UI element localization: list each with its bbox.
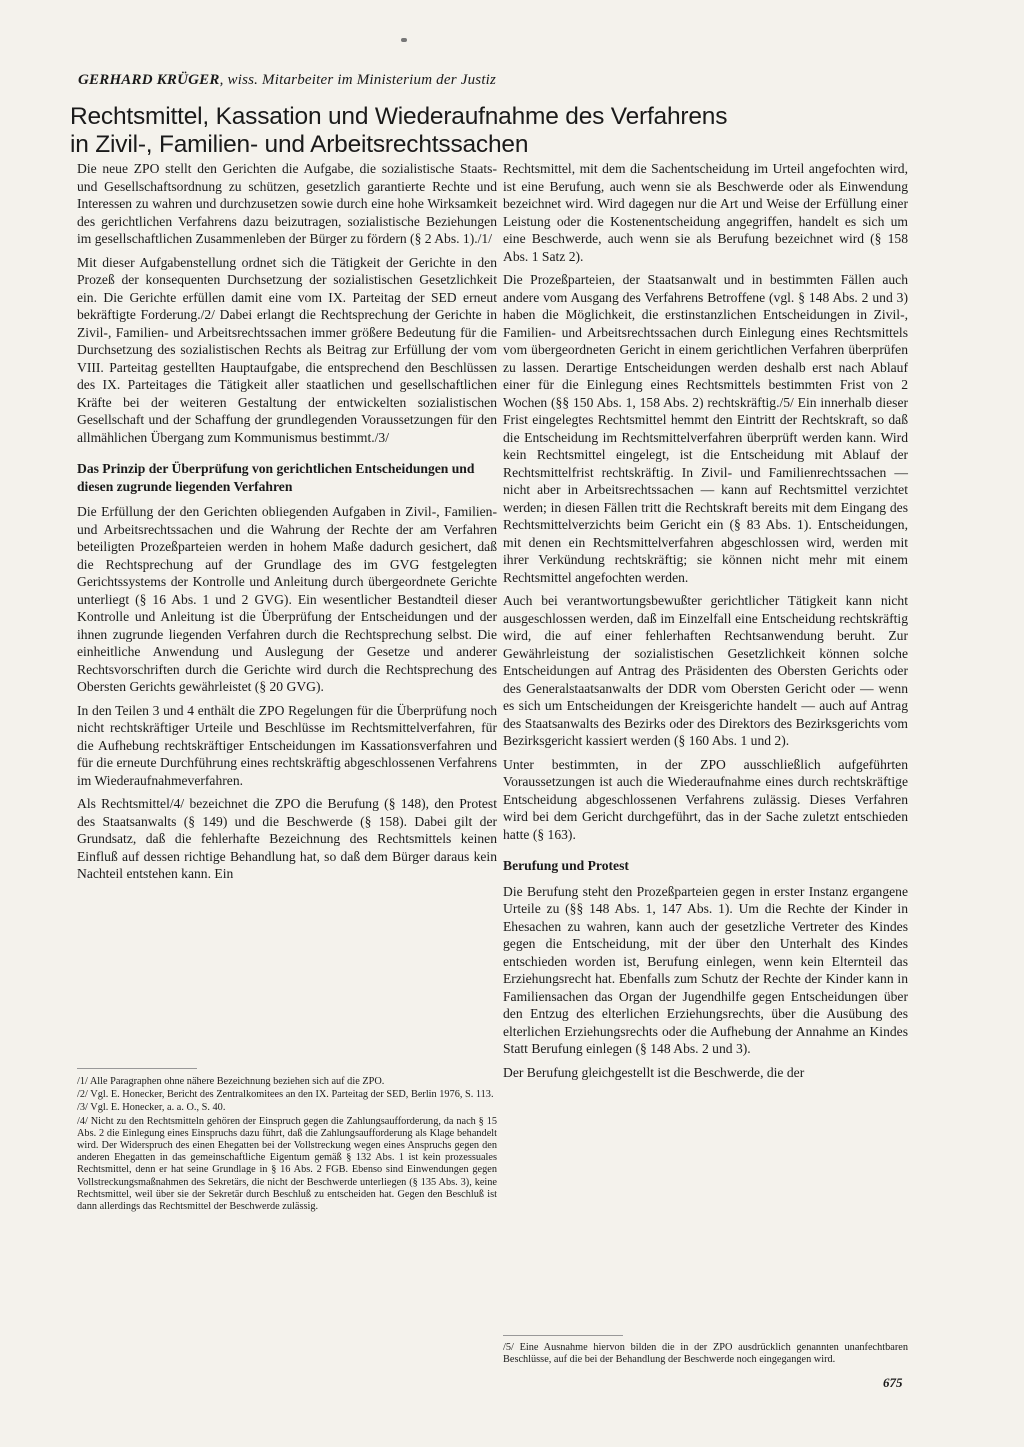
page-number: 675	[883, 1375, 903, 1390]
title-line-1: Rechtsmittel, Kassation und Wiederaufnahme des Verfahrens	[70, 103, 728, 130]
paragraph: Auch bei verantwortungsbewußter gerichtlicher Tätigkeit kann nicht ausgeschlossen werden, daß im Einzelfall eine Entscheidung rechtskräftig wird, die auf einer fehlerhaften Rechtsanwendung beruht. Zur Gewährleistung der sozialistischen Gesetzlichkeit können solche Entscheidungen auf Antrag des Präsidenten des Obersten Gerichts oder des Generalstaatsanwalts der DDR vom Obersten Gericht oder — wenn es sich um Entscheidungen der Kreisgerichte handelt — auch auf Antrag des Staatsanwalts des Bezirks oder des Direktors des Bezirksgerichts vom Bezirksgericht kassiert werden (§ 160 Abs. 1 und 2).	[503, 593, 908, 748]
author-name: GERHARD KRÜGER	[78, 72, 220, 88]
paragraph: Der Berufung gleichgestellt ist die Beschwerde, die der	[503, 1064, 805, 1080]
paragraph: Unter bestimmten, in der ZPO ausschließlich aufgeführten Voraussetzungen ist auch die Wiederaufnahme eines durch rechtskräftige Entscheidung abgeschlossenen Verfahrens zulässig. Dieses Verfahren wird bei dem Gericht durchgeführt, das in der Sache zuletzt entschieden hatte (§ 163).	[503, 756, 908, 842]
paragraph: Die Berufung steht den Prozeßparteien gegen in erster Instanz ergangene Urteile zu (§§ 148 Abs. 1, 147 Abs. 1). Um die Rechte der Kinder in Ehesachen zu wahren, kann auch der gesetzliche Vertreter des Kindes gegen die Entscheidung, mit der über den Unterhalt des Kindes entschieden worden ist, Berufung einlegen, wenn kein Elternteil das Erziehungsrecht hat. Ebenfalls zum Schutz der Rechte der Kinder kann in Familiensachen das Organ der Jugendhilfe gegen Entscheidungen über den Entzug des elterlichen Erziehungsrechts, über die Ausübung des elterlichen Erziehungsrechts oder die Aufhebung der Annahme an Kindes Statt Berufung einlegen (§ 148 Abs. 2 und 3).	[503, 883, 908, 1056]
paragraph: Die neue ZPO stellt den Gerichten die Aufgabe, die sozialistische Staats- und Gesellschaftsordnung zu schützen, gesetzlich garantierte Rechte und Interessen zu wahren und durchzusetzen sowie durch eine hohe Wirksamkeit des gerichtlichen Verfahrens dazu beizutragen, sozialistische Beziehungen im gesellschaftlichen Zusammenleben der Bürger zu fördern (§ 2 Abs. 1)./1/	[77, 161, 497, 246]
paragraph: Rechtsmittel, mit dem die Sachentscheidung im Urteil angefochten wird, ist eine Berufung, auch wenn sie als Beschwerde oder als Einwendung bezeichnet wird. Wird dagegen nur die Art und Weise der Erfüllung einer Leistung oder die Kostenentscheidung angegriffen, handelt es sich um eine Beschwerde, auch wenn sie als Berufung bezeichnet wird (§ 158 Abs. 1 Satz 2).	[503, 161, 908, 264]
author-role: , wiss. Mitarbeiter im Ministerium der Justiz	[219, 72, 497, 88]
footnote: /2/ Vgl. E. Honecker, Bericht des Zentralkomitees an den IX. Parteitag der SED, Berlin 1976, S. 113.	[77, 1089, 494, 1101]
paragraph: In den Teilen 3 und 4 enthält die ZPO Regelungen für die Überprüfung noch nicht rechtskräftiger Urteile und Beschlüsse im Rechtsmittelverfahren, für die Aufhebung rechtskräftiger Entscheidungen im Kassationsverfahren und für die erneute Durchführung eines rechtskräftig abgeschlossenen Verfahrens im Wiederaufnahmeverfahren.	[77, 702, 497, 788]
section-heading: Das Prinzip der Überprüfung von gerichtlichen Entscheidungen und diesen zugrunde liegenden Verfahren	[77, 461, 475, 494]
footnote-divider	[77, 1068, 197, 1069]
paragraph: Als Rechtsmittel/4/ bezeichnet die ZPO die Berufung (§ 148), den Protest des Staatsanwalts (§ 149) und die Beschwerde (§ 158). Dabei gilt der Grundsatz, daß die fehlerhafte Bezeichnung des Rechtsmittels keinen Einfluß auf dessen richtige Behandlung hat, so daß dem Bürger daraus kein Nachteil entstehen kann. Ein	[77, 796, 497, 881]
left-column	[77, 160, 497, 889]
paragraph: Die Erfüllung der den Gerichten obliegenden Aufgaben in Zivil-, Familien- und Arbeitsrechtssachen und die Wahrung der Rechte der am Verfahren beteiligten Prozeßparteien werden in hohem Maße dadurch gesichert, daß die Rechtsprechung auf der Grundlage des im GVG festgelegten Gerichtssystems der Kontrolle und Anleitung durch übergeordnete Gerichte unterliegt (§ 16 Abs. 1 und 2 GVG). Ein wesentlicher Bestandteil dieser Kontrolle und Anleitung ist die Überprüfung der Entscheidungen und der ihnen zugrunde liegenden Verfahren durch die Rechtsprechung selbst. Die einheitliche Anwendung und Auslegung der Gesetze und anderer Rechtsvorschriften durch die Gerichte wird durch die Rechtsprechung des Obersten Gerichts gewährleistet (§ 20 GVG).	[77, 504, 497, 694]
footnote: /4/ Nicht zu den Rechtsmitteln gehören der Einspruch gegen die Zahlungsaufforderung, da nach § 15 Abs. 2 die Einlegung eines Einspruchs dazu führt, daß die Zahlungsaufforderung als Klage behandelt wird. Der Widerspruch des einen Ehegatten bei der Vollstreckung wegen eines Anspruchs gegen den anderen Ehegatten in das gemeinschaftliche Eigentum gemäß § 132 Abs. 1 ist kein prozessuales Rechtsmittel, denn er hat seine Grundlage in § 16 Abs. 2 FGB. Ebenso sind Einwendungen gegen Vollstreckungsmaßnahmen des Sekretärs, die nicht der Beschwerde unterliegen (§ 135 Abs. 3), keine Rechtsmittel, weil über sie der Sekretär durch Beschluß zu entscheiden hat. Gegen den Beschluß ist dann allerdings das Rechtsmittel der Beschwerde zulässig.	[77, 1115, 497, 1213]
print-speck	[401, 38, 407, 42]
right-footnotes	[503, 1342, 908, 1367]
article-title	[70, 103, 970, 159]
footnote: /5/ Eine Ausnahme hiervon bilden die in der ZPO ausdrücklich genannten unanfechtbaren Beschlüsse, auf die bei der Behandlung der Beschwerde noch eingegangen wird.	[503, 1342, 908, 1366]
footnote-divider	[503, 1335, 623, 1336]
footnote: /3/ Vgl. E. Honecker, a. a. O., S. 40.	[77, 1102, 226, 1114]
footnote: /1/ Alle Paragraphen ohne nähere Bezeichnung beziehen sich auf die ZPO.	[77, 1076, 385, 1087]
author-byline	[78, 72, 938, 89]
section-heading: Berufung und Protest	[503, 858, 629, 873]
title-line-2: in Zivil-, Familien- und Arbeitsrechtssachen	[70, 131, 529, 158]
paragraph: Mit dieser Aufgabenstellung ordnet sich die Tätigkeit der Gerichte in den Prozeß der konsequenten Durchsetzung der sozialistischen Gesetzlichkeit ein. Die Gerichte erfüllen damit eine vom IX. Parteitag der SED erneut bekräftigte Forderung./2/ Dabei erlangt die Rechtsprechung der Gerichte in Zivil-, Familien- und Arbeitsrechtssachen immer größere Bedeutung für die Durchsetzung des sozialistischen Rechts als Beitrag zur Erfüllung der vom VIII. Parteitag gestellten Hauptaufgabe, die entsprechend den Beschlüssen des IX. Parteitages die Tätigkeit aller staatlichen und gesellschaftlichen Kräfte bei der weiteren Gestaltung der entwickelten sozialistischen Gesellschaft und der Schaffung der grundlegenden Voraussetzungen für den allmählichen Übergang zum Kommunismus bestimmt./3/	[77, 254, 497, 445]
paragraph: Die Prozeßparteien, der Staatsanwalt und in bestimmten Fällen auch andere vom Ausgang des Verfahrens Betroffene (vgl. § 148 Abs. 2 und 3) haben die Möglichkeit, die erstinstanzlichen Entscheidungen in Zivil-, Familien- und Arbeitsrechtssachen durch Einlegung eines Rechtsmittels vom übergeordneten Gericht in einem gerichtlichen Verfahren überprüfen zu lassen. Derartige Entscheidungen werden deshalb erst nach Ablauf einer für die Einlegung eines Rechtsmittels bestimmten Frist von 2 Wochen (§§ 150 Abs. 1, 158 Abs. 2) rechtskräftig./5/ Ein innerhalb dieser Frist eingelegtes Rechtsmittel hemmt den Eintritt der Rechtskraft, so daß die Entscheidung im Rechtsmittelverfahren überprüft werden kann. Wird kein Rechtsmittel eingelegt, ist die Entscheidung mit Ablauf der Rechtsmittelfrist rechtskräftig. In Zivil- und Familienrechtssachen — nicht aber in Arbeitsrechtssachen — kann auf Rechtsmittel verzichtet werden; in diesen Fällen tritt die Rechtskraft bereits mit dem Eingang des Rechtsmittelverzichts beim Gericht ein (§ 83 Abs. 1). Entscheidungen, mit denen ein Rechtsmittelverfahren abgeschlossen wird, werden mit ihrer Verkündung rechtskräftig; sie können nicht mehr mit einem Rechtsmittel angefochten werden.	[503, 272, 908, 585]
right-column	[503, 160, 908, 1087]
left-footnotes	[77, 1076, 497, 1214]
